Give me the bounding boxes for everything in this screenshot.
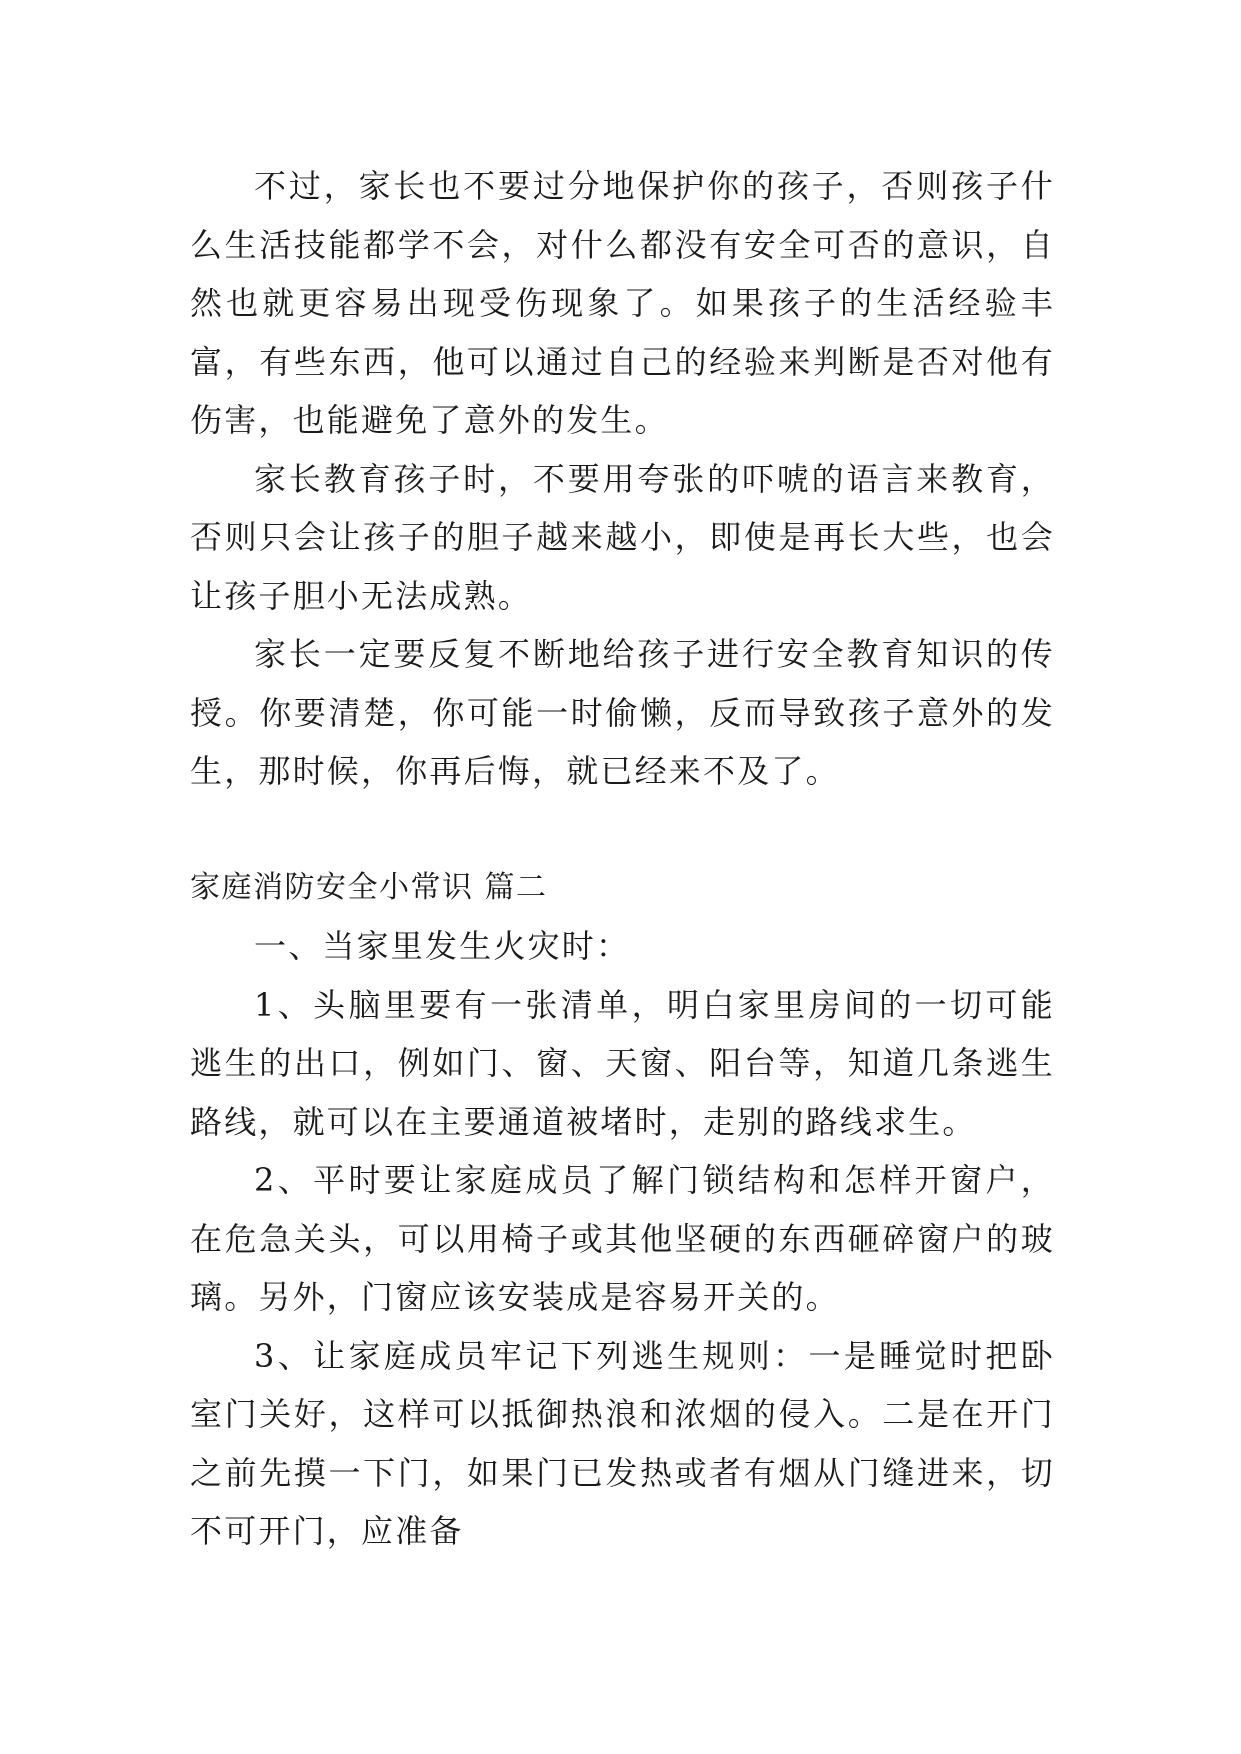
- paragraph-fire-intro: 一、当家里发生火灾时：: [254, 927, 631, 965]
- paragraph-item-3: 3、让家庭成员牢记下列逃生规则：一是睡觉时把卧室门关好，这样可以抵御热浪和浓烟的侵入。二是在开门之前先摸一下门，如果门已发热或者有烟从门缝进来，切不可开门，应准备: [190, 1336, 1055, 1550]
- paragraph-no-scaring: 家长教育孩子时，不要用夸张的吓唬的语言来教育，否则只会让孩子的胆子越来越小，即使是再长大些，也会让孩子胆小无法成熟。: [190, 459, 1055, 615]
- section-heading: 家庭消防安全小常识 篇二: [190, 869, 548, 905]
- paragraph-item-1: 1、头脑里要有一张清单，明白家里房间的一切可能逃生的出口，例如门、窗、天窗、阳台等，知道几条逃生路线，就可以在主要通道被堵时，走别的路线求生。: [190, 985, 1055, 1141]
- document-body: [190, 157, 1055, 1561]
- paragraph-overprotection: 不过，家长也不要过分地保护你的孩子，否则孩子什么生活技能都学不会，对什么都没有安全可否的意识，自然也就更容易出现受伤现象了。如果孩子的生活经验丰富，有些东西，他可以通过自己的经验来判断是否对他有伤害，也能避免了意外的发生。: [190, 167, 1055, 439]
- paragraph-repeat-education: 家长一定要反复不断地给孩子进行安全教育知识的传授。你要清楚，你可能一时偷懒，反而导致孩子意外的发生，那时候，你再后悔，就已经来不及了。: [190, 635, 1055, 790]
- paragraph-item-2: 2、平时要让家庭成员了解门锁结构和怎样开窗户，在危急关头，可以用椅子或其他坚硬的东西砸碎窗户的玻璃。另外，门窗应该安装成是容易开关的。: [190, 1161, 1055, 1316]
